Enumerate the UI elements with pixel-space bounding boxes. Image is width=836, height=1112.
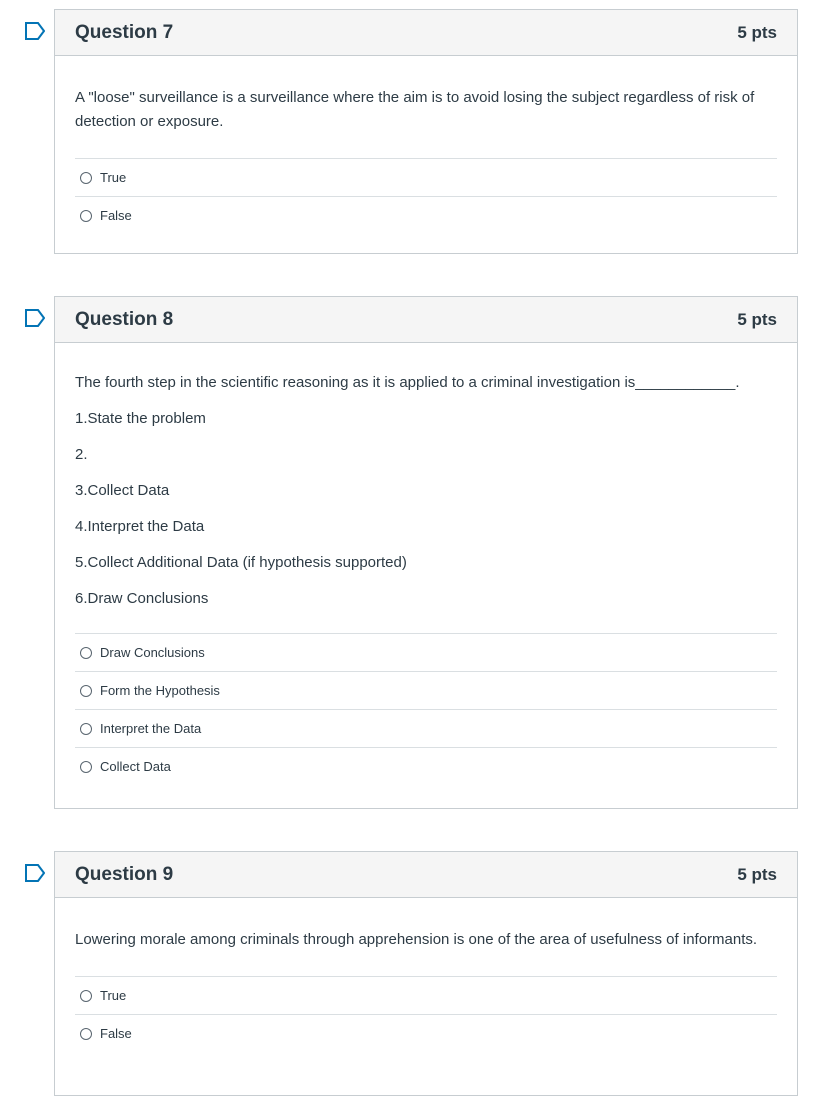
answer-list	[75, 633, 777, 785]
answer-label: False	[100, 208, 132, 223]
question-header	[55, 852, 797, 898]
question-title: Question 8	[75, 308, 174, 330]
question-step: 3.Collect Data	[75, 482, 170, 499]
radio-button-icon[interactable]	[80, 647, 92, 659]
radio-button-icon[interactable]	[80, 761, 92, 773]
answer-option[interactable]	[75, 159, 777, 197]
question-text: The fourth step in the scientific reasoning as it is applied to a criminal investigation is____________.	[75, 374, 740, 391]
question-card	[54, 296, 798, 809]
radio-button-icon[interactable]	[80, 723, 92, 735]
answer-option[interactable]	[75, 748, 777, 785]
question-step: 2.	[75, 446, 88, 463]
answer-label: True	[100, 170, 127, 185]
answer-option[interactable]	[75, 977, 777, 1015]
question-step: 6.Draw Conclusions	[75, 590, 209, 607]
answer-option[interactable]	[75, 197, 777, 234]
radio-button-icon[interactable]	[80, 1028, 92, 1040]
answer-label: Collect Data	[100, 759, 171, 774]
answer-option[interactable]	[75, 1015, 777, 1052]
answer-option[interactable]	[75, 634, 777, 672]
answer-label: False	[100, 1026, 132, 1041]
question-body	[55, 56, 797, 254]
question-points: 5 pts	[737, 309, 777, 329]
answer-label: Form the Hypothesis	[100, 683, 220, 698]
question-step: 4.Interpret the Data	[75, 518, 205, 535]
question-card	[54, 9, 798, 254]
question-text: Lowering morale among criminals through apprehension is one of the area of usefulness of informants.	[75, 931, 758, 948]
question-body	[55, 343, 797, 805]
question-body	[55, 898, 797, 1072]
answer-option[interactable]	[75, 672, 777, 710]
flag-question-icon[interactable]	[25, 864, 45, 882]
question-step: 1.State the problem	[75, 410, 206, 427]
question-header	[55, 10, 797, 56]
answer-label: True	[100, 988, 127, 1003]
radio-button-icon[interactable]	[80, 210, 92, 222]
question-header	[55, 297, 797, 343]
radio-button-icon[interactable]	[80, 685, 92, 697]
question-text: A "loose" surveillance is a surveillance where the aim is to avoid losing the subject regardless of risk of detection or exposure.	[75, 89, 755, 130]
radio-button-icon[interactable]	[80, 990, 92, 1002]
flag-question-icon[interactable]	[25, 309, 45, 327]
answer-option[interactable]	[75, 710, 777, 748]
answer-label: Draw Conclusions	[100, 645, 205, 660]
question-card	[54, 851, 798, 1096]
question-points: 5 pts	[737, 22, 777, 42]
question-title: Question 7	[75, 21, 174, 43]
question-step: 5.Collect Additional Data (if hypothesis supported)	[75, 554, 407, 571]
flag-question-icon[interactable]	[25, 22, 45, 40]
question-title: Question 9	[75, 863, 174, 885]
answer-list	[75, 158, 777, 234]
radio-button-icon[interactable]	[80, 172, 92, 184]
answer-label: Interpret the Data	[100, 721, 202, 736]
question-points: 5 pts	[737, 864, 777, 884]
answer-list	[75, 976, 777, 1052]
